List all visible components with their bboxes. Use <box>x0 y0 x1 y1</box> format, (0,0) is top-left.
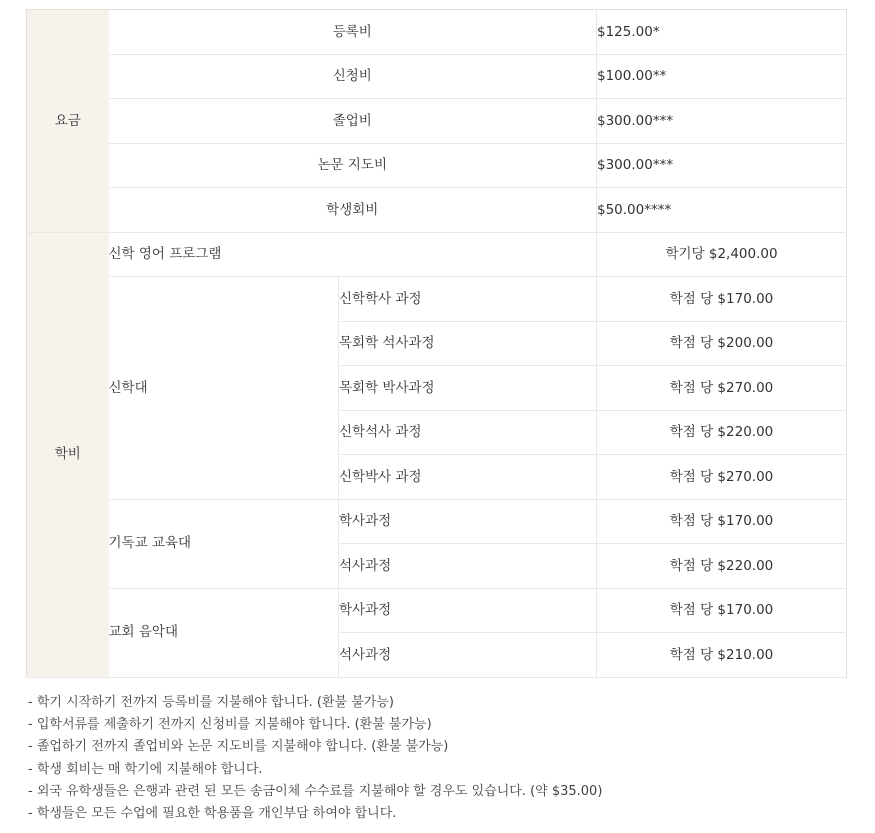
note-line: - 졸업하기 전까지 졸업비와 논문 지도비를 지불해야 합니다. (환불 불가능) <box>28 739 449 755</box>
program-name: 신학 영어 프로그램 <box>109 232 597 277</box>
tuition-amount: 학점 당 $170.00 <box>597 588 847 633</box>
fee-table <box>26 9 847 678</box>
program-name: 신학학사 과정 <box>339 277 597 322</box>
fee-item: 등록비 <box>109 10 597 55</box>
program-name: 목회학 박사과정 <box>339 366 597 411</box>
tuition-amount: 학점 당 $200.00 <box>597 321 847 366</box>
fee-amount: $125.00* <box>597 10 847 55</box>
table-row <box>27 54 847 99</box>
note-line: - 학생 회비는 매 학기에 지불해야 합니다. <box>28 761 263 777</box>
table-row <box>27 10 847 55</box>
note-line: - 외국 유학생들은 은행과 관련 된 모든 송금이체 수수료를 지불해야 할 경우도 있습니다. (약 $35.00) <box>28 783 603 799</box>
fee-item: 학생회비 <box>109 188 597 233</box>
tuition-amount: 학점 당 $220.00 <box>597 544 847 589</box>
table-row <box>27 499 847 544</box>
tuition-amount: 학점 당 $220.00 <box>597 410 847 455</box>
table-row <box>27 143 847 188</box>
tuition-amount: 학점 당 $270.00 <box>597 455 847 500</box>
fee-item: 졸업비 <box>109 99 597 144</box>
fee-amount: $100.00** <box>597 54 847 99</box>
note-line: - 입학서류를 제출하기 전까지 신청비를 지불해야 합니다. (환불 불가능) <box>28 717 432 733</box>
school-name: 교회 음악대 <box>109 588 339 677</box>
table-row <box>27 188 847 233</box>
fee-amount: $300.00*** <box>597 143 847 188</box>
fee-item: 신청비 <box>109 54 597 99</box>
tuition-amount: 학점 당 $210.00 <box>597 633 847 678</box>
tuition-amount: 학점 당 $170.00 <box>597 499 847 544</box>
category-fees: 요금 <box>27 10 109 233</box>
note-line: - 학생들은 모든 수업에 필요한 학용품을 개인부담 하여야 합니다. <box>28 806 397 822</box>
program-name: 신학석사 과정 <box>339 410 597 455</box>
table-row <box>27 232 847 277</box>
program-name: 석사과정 <box>339 544 597 589</box>
program-name: 석사과정 <box>339 633 597 678</box>
tuition-amount: 학기당 $2,400.00 <box>597 232 847 277</box>
fee-item: 논문 지도비 <box>109 143 597 188</box>
tuition-amount: 학점 당 $170.00 <box>597 277 847 322</box>
tuition-amount: 학점 당 $270.00 <box>597 366 847 411</box>
program-name: 신학박사 과정 <box>339 455 597 500</box>
table-row <box>27 588 847 633</box>
table-row <box>27 99 847 144</box>
table-row <box>27 277 847 322</box>
school-name: 기독교 교육대 <box>109 499 339 588</box>
program-name: 학사과정 <box>339 588 597 633</box>
fee-amount: $300.00*** <box>597 99 847 144</box>
fee-notes <box>28 692 848 825</box>
school-name: 신학대 <box>109 277 339 500</box>
note-line: - 학기 시작하기 전까지 등록비를 지불해야 합니다. (환불 불가능) <box>28 695 394 710</box>
program-name: 목회학 석사과정 <box>339 321 597 366</box>
category-tuition: 학비 <box>27 232 109 677</box>
fee-amount: $50.00**** <box>597 188 847 233</box>
program-name: 학사과정 <box>339 499 597 544</box>
